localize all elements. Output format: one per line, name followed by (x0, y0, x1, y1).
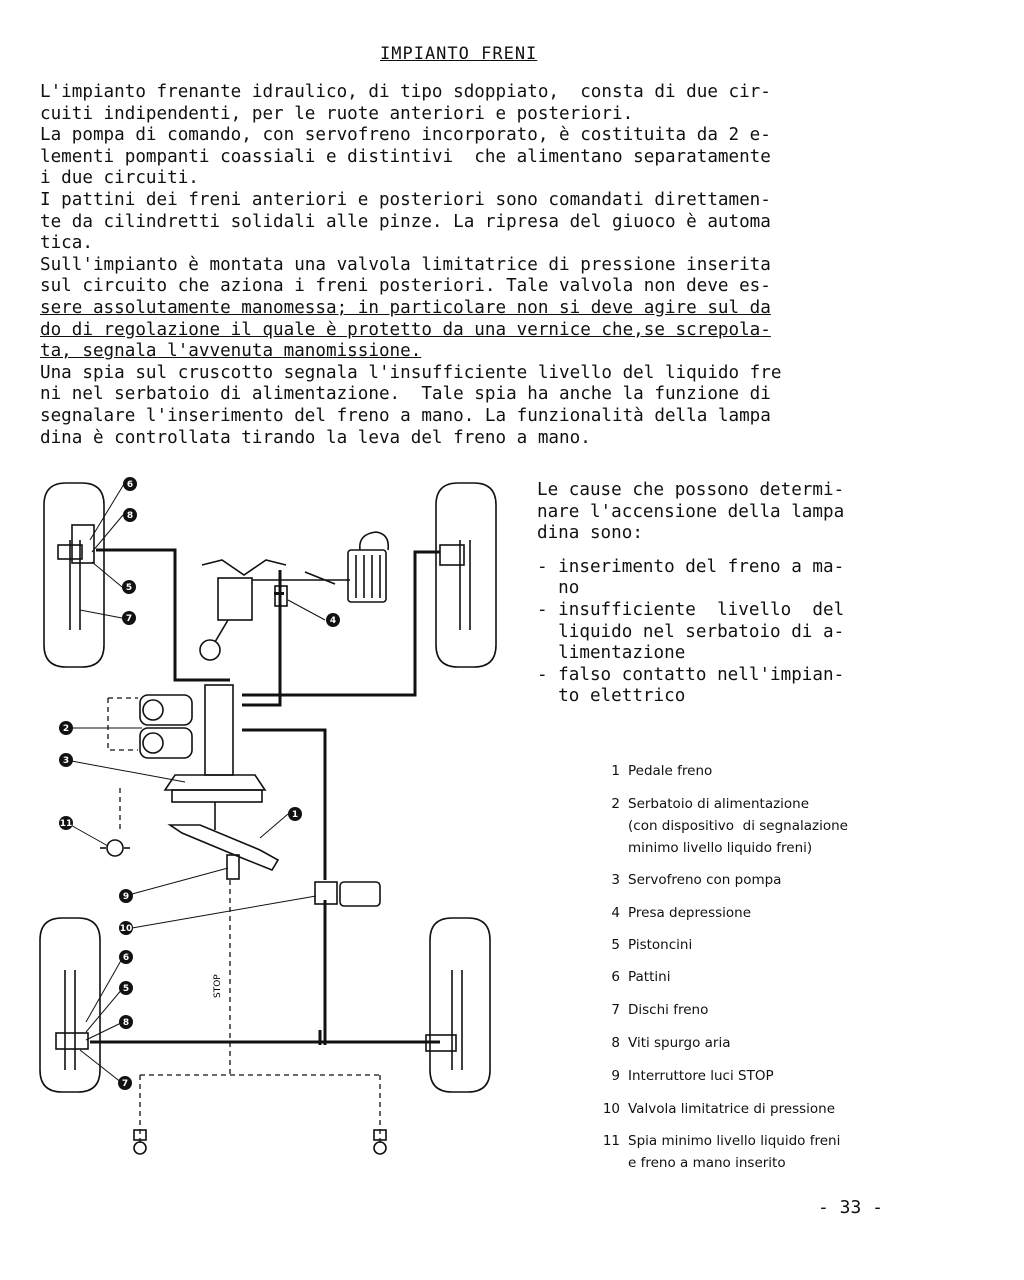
cause-item-line: - insufficiente livello del (537, 599, 845, 620)
front-left-wheel (44, 483, 104, 667)
callout-marker (122, 580, 136, 594)
legend-number: 9 (611, 1068, 620, 1084)
legend-item (590, 966, 670, 988)
intro-line: L'impianto frenante idraulico, di tipo sdoppiato, consta di due cir- (40, 82, 771, 102)
callout-label: 7 (121, 1079, 129, 1089)
intro-line: cuiti indipendenti, per le ruote anteriori e posteriori. (40, 103, 634, 124)
front-right-wheel (436, 483, 496, 667)
legend-text: Dischi freno (628, 1002, 709, 1018)
callout-marker (123, 477, 137, 491)
cause-item-line: to elettrico (537, 686, 686, 707)
callout-label: 5 (125, 583, 133, 593)
intro-line: tica. (40, 233, 93, 254)
callout-label: 2 (62, 724, 70, 734)
legend-text: Pistoncini (628, 937, 693, 953)
rear-left-wheel (40, 918, 100, 1092)
legend-subtext: (con dispositivo di segnalazione (628, 818, 848, 834)
rear-right-wheel (426, 918, 490, 1092)
callout-label: 3 (62, 756, 70, 766)
legend-text: Servofreno con pompa (628, 872, 782, 888)
callout-label: 7 (125, 614, 133, 624)
causes-intro-line: nare l'accensione della lampa (537, 501, 845, 522)
cause-item-line: limentazione (537, 643, 686, 664)
brake-pipes (90, 550, 440, 1045)
callout-marker (119, 981, 133, 995)
legend-item (590, 902, 751, 924)
stop-wire-label: STOP (213, 974, 223, 998)
intro-line: i due circuiti. (40, 168, 199, 189)
intro-line: dina è controllata tirando la leva del freno a mano. (40, 427, 591, 448)
callout-label: 6 (126, 480, 134, 490)
causes-intro-line: Le cause che possono determi- (537, 480, 845, 500)
causes-intro-line: dina sono: (537, 523, 643, 544)
master-cylinder-servo (140, 685, 265, 802)
legend-text: Serbatoio di alimentazione (628, 796, 810, 812)
intro-line: Una spia sul cruscotto segnala l'insufficiente livello del liquido fre (40, 362, 782, 383)
callout-marker (288, 807, 302, 821)
legend-text: Pedale freno (628, 763, 713, 779)
intro-line: segnalare l'inserimento del freno a mano. La funzionalità della lampa (40, 405, 771, 426)
legend-item (590, 1098, 835, 1120)
intro-line: sul circuito che aziona i freni posteriori. Tale valvola non deve es- (40, 276, 771, 297)
callout-marker (123, 508, 137, 522)
callout-markers (59, 477, 340, 1090)
legend-text: Interruttore luci STOP (628, 1068, 774, 1084)
legend-number: 6 (611, 969, 620, 985)
intro-line-underlined: sere assolutamente manomessa; in particolare non si deve agire sul da (40, 297, 771, 318)
legend-text: Pattini (628, 969, 671, 985)
callout-marker (59, 721, 73, 735)
intro-line: ni nel serbatoio di alimentazione. Tale spia ha anche la funzione di (40, 384, 771, 405)
callout-label: 10 (119, 924, 133, 934)
electrical-wiring (108, 698, 380, 1145)
legend-item (590, 1032, 730, 1054)
lamp-causes (537, 480, 907, 708)
legend-item (590, 869, 781, 891)
callout-marker (59, 753, 73, 767)
callout-marker (119, 889, 133, 903)
callout-label: 8 (126, 511, 134, 521)
intro-line: La pompa di comando, con servofreno incorporato, è costituita da 2 e- (40, 125, 771, 146)
callout-label: 4 (329, 616, 337, 626)
legend-text: Valvola limitatrice di pressione (628, 1101, 836, 1117)
intro-line: lementi pompanti coassiali e distintivi che alimentano separatamente (40, 146, 771, 167)
legend-number: 5 (611, 937, 620, 953)
legend-text: Viti spurgo aria (628, 1035, 731, 1051)
legend-item (590, 793, 848, 859)
legend-number: 4 (611, 905, 620, 921)
legend-subtext: e freno a mano inserito (628, 1155, 786, 1171)
fluid-reservoir-tank (348, 532, 388, 602)
legend-number: 7 (611, 1002, 620, 1018)
callout-marker (119, 1015, 133, 1029)
legend-subtext: minimo livello liquido freni) (628, 840, 813, 856)
callout-marker (119, 921, 133, 935)
legend-item (590, 760, 712, 782)
intro-line-underlined: do di regolazione il quale è protetto da una vernice che,se screpola- (40, 319, 771, 340)
legend-number: 8 (611, 1035, 620, 1051)
callout-label: 6 (122, 953, 130, 963)
legend-item (590, 1065, 774, 1087)
callout-label: 5 (122, 984, 130, 994)
callout-marker (118, 1076, 132, 1090)
intro-line: Sull'impianto è montata una valvola limitatrice di pressione inserita (40, 254, 771, 275)
intro-line: I pattini dei freni anteriori e posteriori sono comandati direttamen- (40, 189, 771, 210)
legend-item (590, 934, 692, 956)
cause-item-line: liquido nel serbatoio di a- (537, 621, 845, 642)
legend-item (590, 999, 708, 1021)
legend-text: Spia minimo livello liquido freni (628, 1133, 841, 1149)
intro-line-underlined: ta, segnala l'avvenuta manomissione. (40, 341, 422, 362)
legend-number: 3 (611, 872, 620, 888)
legend-number: 11 (602, 1133, 620, 1149)
callout-marker (119, 950, 133, 964)
callout-marker (326, 613, 340, 627)
legend-number: 1 (611, 763, 620, 779)
intro-text (40, 82, 920, 449)
page-number: - 33 - (818, 1197, 884, 1218)
warning-lamp (100, 840, 130, 856)
callout-marker (122, 611, 136, 625)
callout-label: 9 (122, 892, 130, 902)
page-title: IMPIANTO FRENI (380, 44, 538, 64)
legend-item (590, 1130, 840, 1174)
engine-intake (200, 560, 350, 660)
legend-number: 10 (602, 1101, 620, 1117)
callout-label: 11 (59, 819, 73, 829)
callout-leader-lines (64, 484, 325, 1083)
brake-system-diagram (20, 470, 520, 1190)
cause-item-line: no (537, 578, 580, 599)
callout-label: 8 (122, 1018, 130, 1028)
legend-number: 2 (611, 796, 620, 812)
legend-text: Presa depressione (628, 905, 752, 921)
cause-item-line: - falso contatto nell'impian- (537, 664, 845, 685)
intro-line: te da cilindretti solidali alle pinze. La ripresa del giuoco è automa (40, 211, 771, 232)
stop-switch (227, 855, 239, 879)
cause-item-line: - inserimento del freno a ma- (537, 556, 845, 577)
callout-marker (59, 816, 73, 830)
callout-label: 1 (291, 810, 299, 820)
